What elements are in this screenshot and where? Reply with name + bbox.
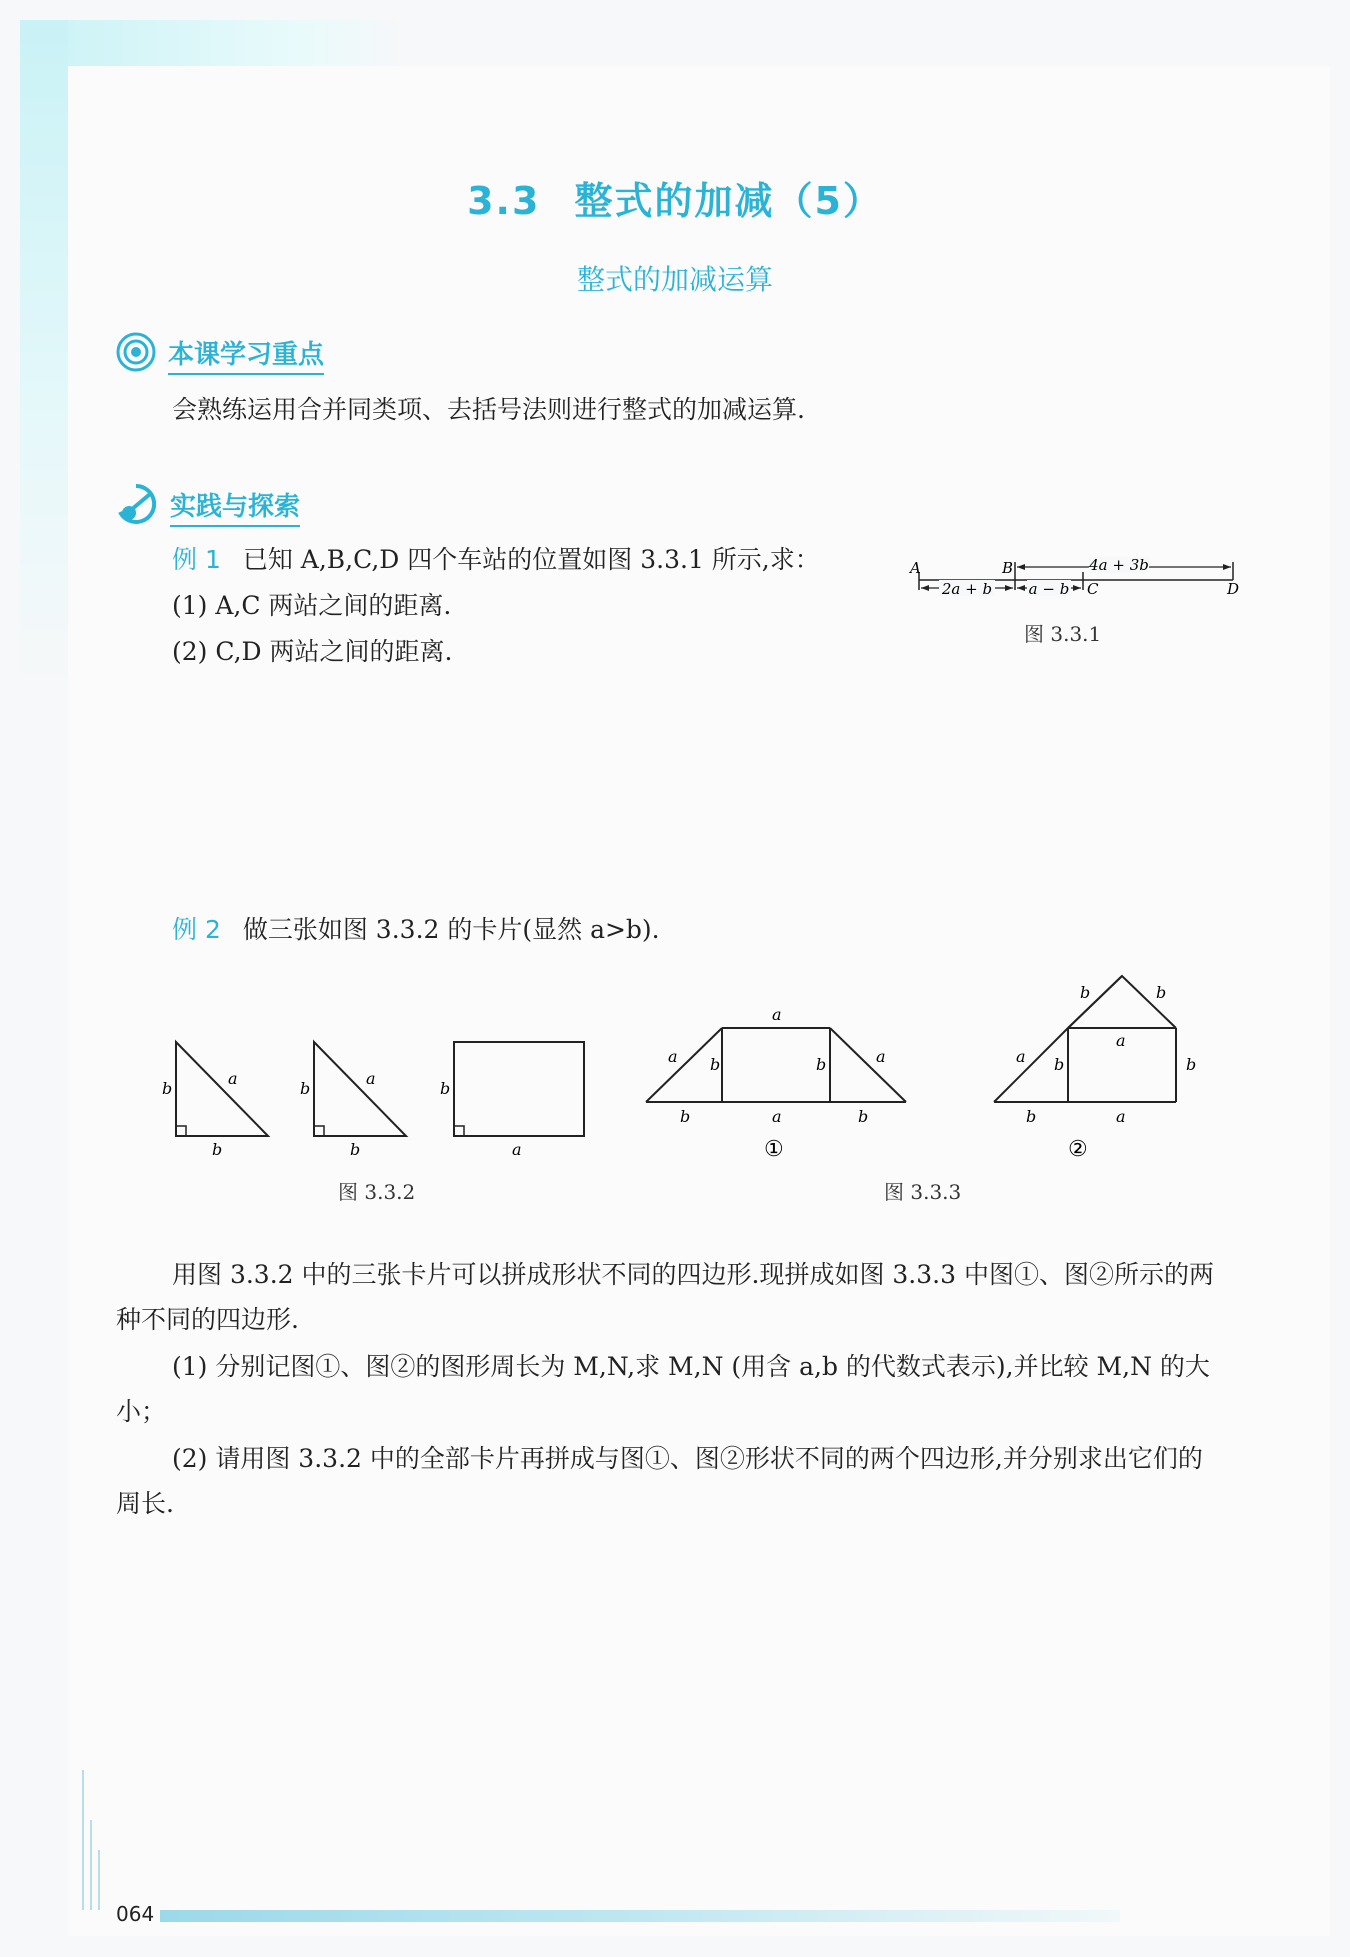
question-1: (1) 分别记图①、图②的图形周长为 M,N,求 M,N (用含 a,b 的代数式表示),并比较 M,N 的大小； xyxy=(116,1352,1210,1426)
len-bc-label: a − b xyxy=(1028,580,1070,598)
footer-rule-2 xyxy=(90,1820,92,1910)
fig1-inner-right: b xyxy=(816,1055,827,1074)
fig2-bottom-right: a xyxy=(1116,1107,1126,1126)
tri2-leg-h: b xyxy=(350,1140,361,1159)
focus-text: 会熟练运用合并同类项、去括号法则进行整式的加减运算. xyxy=(172,395,805,424)
figure-331 xyxy=(905,552,1250,602)
figure-333 xyxy=(640,983,1200,1170)
example2-stem: 做三张如图 3.3.2 的卡片(显然 a>b). xyxy=(242,915,660,944)
paragraph-intro: 用图 3.3.2 中的三张卡片可以拼成形状不同的四边形.现拼成如图 3.3.3 中图①、图②所示的两种不同的四边形. xyxy=(116,1260,1214,1334)
target-icon xyxy=(116,332,156,372)
fig1-marker: ① xyxy=(764,1137,784,1162)
tri1-leg-h: b xyxy=(212,1140,223,1159)
example1-stem: 已知 A,B,C,D 四个车站的位置如图 3.3.1 所示,求： xyxy=(242,545,820,574)
corner-band-left xyxy=(20,20,68,700)
tri2-hyp: a xyxy=(366,1069,376,1088)
fig1-top: a xyxy=(772,1005,782,1024)
example1-q2: (2) C,D 两站之间的距离. xyxy=(172,637,453,666)
quadrilateral-1 xyxy=(646,1005,906,1162)
fig2-roof-left: b xyxy=(1080,983,1091,1002)
fig2-bottom-left: b xyxy=(1026,1107,1037,1126)
corner-band-top xyxy=(20,20,410,66)
point-d-label: D xyxy=(1227,580,1240,598)
card-triangle-2 xyxy=(300,1042,406,1159)
page-number: 064 xyxy=(116,1902,155,1926)
figure-333-caption: 图 3.3.3 xyxy=(884,1180,962,1204)
fig2-inner-left: b xyxy=(1054,1055,1065,1074)
fig2-inner-top: a xyxy=(1116,1031,1126,1050)
figure-331-caption: 图 3.3.1 xyxy=(1024,622,1102,646)
example2-label: 例 2 xyxy=(172,915,221,944)
example2-line xyxy=(172,910,660,946)
point-a-label: A xyxy=(910,559,921,577)
tri2-leg-v: b xyxy=(300,1079,311,1098)
compass-icon xyxy=(114,482,158,526)
fig1-bottom-right: b xyxy=(858,1107,869,1126)
example1-stem-line xyxy=(172,540,820,576)
fig2-slant: a xyxy=(1016,1047,1026,1066)
question-2: (2) 请用图 3.3.2 中的全部卡片再拼成与图①、图②形状不同的两个四边形,并分别求出它们的周长. xyxy=(116,1444,1203,1518)
tri1-hyp: a xyxy=(228,1069,238,1088)
example1-label: 例 1 xyxy=(172,545,221,574)
fig1-left-slant: a xyxy=(668,1047,678,1066)
figure-332-caption: 图 3.3.2 xyxy=(338,1180,416,1204)
practice-heading: 实践与探索 xyxy=(170,486,300,527)
point-c-label: C xyxy=(1087,580,1099,598)
len-ab-label: 2a + b xyxy=(941,580,993,598)
rect-side: b xyxy=(440,1079,451,1098)
fig2-right: b xyxy=(1186,1055,1197,1074)
footer-rule-3 xyxy=(98,1850,100,1910)
fig1-bottom-left: b xyxy=(680,1107,691,1126)
len-bd-label: 4a + 3b xyxy=(1089,556,1149,574)
fig1-bottom-mid: a xyxy=(772,1107,782,1126)
quadrilateral-2 xyxy=(994,976,1196,1162)
footer-rule-1 xyxy=(82,1770,84,1910)
rect-bottom: a xyxy=(512,1140,522,1159)
fig1-inner-left: b xyxy=(710,1055,721,1074)
point-b-label: B xyxy=(1002,559,1014,577)
fig1-right-slant: a xyxy=(876,1047,886,1066)
card-rectangle xyxy=(440,1042,584,1159)
card-triangle-1 xyxy=(162,1042,268,1159)
tri1-leg-v: b xyxy=(162,1079,173,1098)
fig2-marker: ② xyxy=(1068,1137,1088,1162)
focus-heading: 本课学习重点 xyxy=(168,334,324,375)
figure-332 xyxy=(150,1030,600,1160)
section-subtitle: 整式的加减运算 xyxy=(576,263,773,296)
section-number: 3.3 xyxy=(467,179,541,223)
section-title xyxy=(0,170,1350,225)
fig2-roof-right: b xyxy=(1156,983,1167,1002)
example1-q1: (1) A,C 两站之间的距离. xyxy=(172,591,452,620)
section-name: 整式的加减（5） xyxy=(574,179,883,223)
footer-bar xyxy=(160,1910,1120,1922)
